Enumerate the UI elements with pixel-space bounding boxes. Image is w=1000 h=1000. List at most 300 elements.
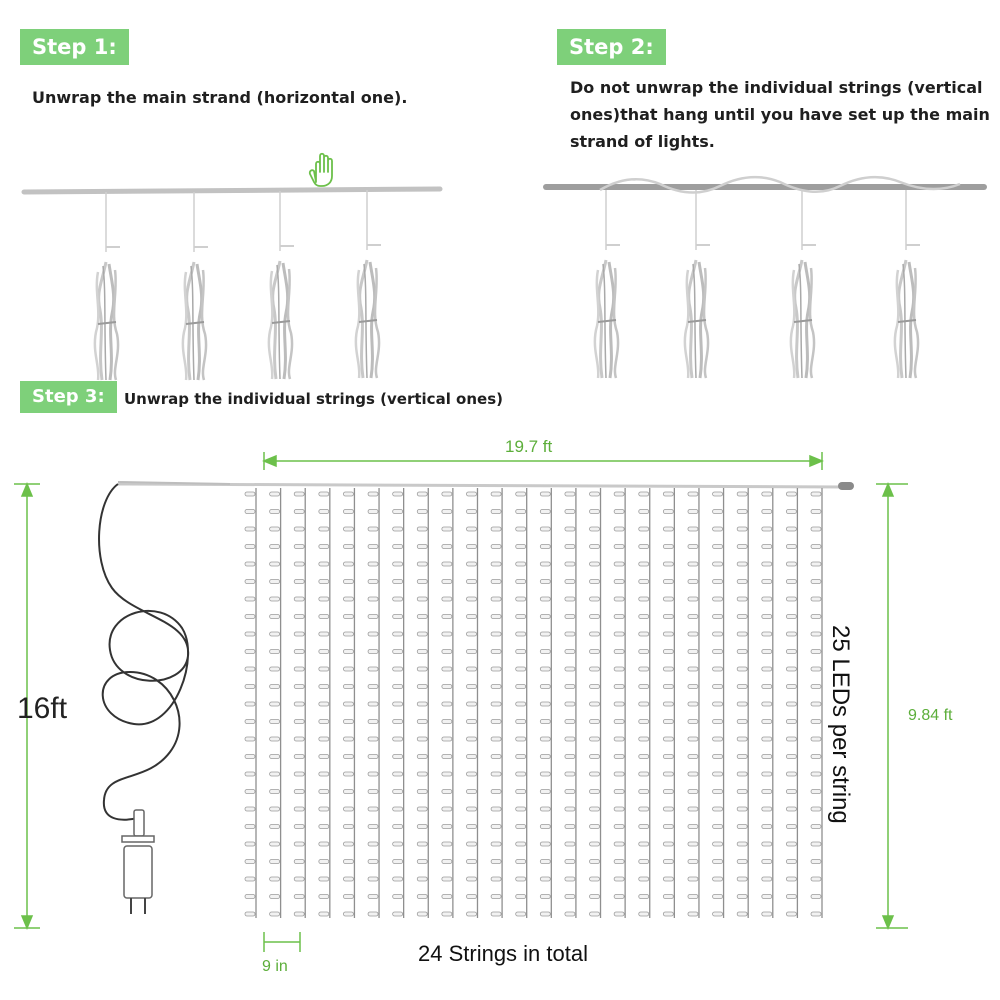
led-bulb [565,772,575,776]
led-bulb [614,755,624,759]
led-bulb [762,860,772,864]
led-bulb [417,580,427,584]
led-bulb [368,597,378,601]
led-bulb [762,685,772,689]
led-bulb [713,790,723,794]
led-string [393,488,404,918]
led-bulb [811,720,821,724]
led-bulb [762,702,772,706]
led-bulb [737,737,747,741]
led-bulb [516,632,526,636]
led-bulb [737,895,747,899]
led-bulb [294,667,304,671]
led-bulb [270,825,280,829]
curtain-height-arrow [876,484,908,928]
led-bulb [713,825,723,829]
step3-badge: Step 3: [20,381,117,413]
led-bulb [343,597,353,601]
led-bulb [614,597,624,601]
led-bulb [294,632,304,636]
led-bulb [491,860,501,864]
led-bulb [466,667,476,671]
led-bulb [516,807,526,811]
led-bulb [319,912,329,916]
led-bulb [811,632,821,636]
led-bulb [737,510,747,514]
led-bulb [614,510,624,514]
led-bulb [590,912,600,916]
led-bulb [245,667,255,671]
led-bulb [590,615,600,619]
led-bulb [393,615,403,619]
led-bulb [270,650,280,654]
led-bulb [786,580,796,584]
led-string [590,488,601,918]
led-bulb [737,720,747,724]
led-bulb [713,650,723,654]
led-bulb [565,667,575,671]
led-bulb [466,597,476,601]
step2-text-line: Do not unwrap the individual strings (vertical [570,78,983,97]
led-bulb [590,510,600,514]
led-bulb [737,685,747,689]
led-bulb [713,755,723,759]
led-bulb [417,615,427,619]
led-bulb [762,650,772,654]
led-bulb [614,685,624,689]
led-bulb [713,580,723,584]
led-bulb [565,580,575,584]
led-bulb [343,772,353,776]
led-bulb [442,615,452,619]
led-bulb [393,860,403,864]
led-bulb [442,772,452,776]
led-bulb [540,527,550,531]
led-bulb [663,720,673,724]
led-bulb [516,527,526,531]
led-bulb [688,650,698,654]
led-bulb [491,755,501,759]
led-bulb [663,510,673,514]
led-bulb [294,685,304,689]
led-bulb [663,562,673,566]
led-bulb [466,632,476,636]
led-bulb [540,790,550,794]
led-bulb [737,615,747,619]
led-bulb [442,895,452,899]
led-bulb [343,790,353,794]
led-bulb [663,790,673,794]
led-bulb [540,702,550,706]
led-bulb [786,720,796,724]
led-bulb [540,860,550,864]
led-bulb [442,912,452,916]
led-bulb [639,790,649,794]
led-bulb [762,720,772,724]
led-bulb [639,755,649,759]
spacing-dimension [264,932,300,952]
led-bulb [319,685,329,689]
led-bulb [319,842,329,846]
led-bulb [786,545,796,549]
led-bulb [393,702,403,706]
led-bulb [294,720,304,724]
end-cap [838,482,854,490]
led-bulb [713,685,723,689]
led-bulb [590,597,600,601]
led-bulb [516,562,526,566]
led-bulb [663,632,673,636]
led-bulb [417,860,427,864]
led-bulb [319,825,329,829]
led-bulb [393,895,403,899]
led-bulb [762,877,772,881]
led-bulb [639,527,649,531]
led-bulb [688,580,698,584]
led-bulb [319,755,329,759]
led-bulb [319,510,329,514]
led-bulb [294,510,304,514]
led-bulb [639,912,649,916]
led-bulb [516,667,526,671]
led-bulb [762,667,772,671]
led-bulb [737,650,747,654]
led-bulb [663,895,673,899]
led-bulb [319,545,329,549]
led-bulb [713,492,723,496]
led-bulb [663,737,673,741]
led-bulb [737,597,747,601]
led-bulb [491,720,501,724]
led-bulb [786,790,796,794]
led-bulb [319,737,329,741]
led-bulb [811,650,821,654]
led-bulb [516,825,526,829]
led-bulb [491,895,501,899]
led-bulb [294,842,304,846]
led-bulb [639,860,649,864]
led-bulb [639,807,649,811]
led-bulb [294,877,304,881]
led-bulb [245,807,255,811]
led-bulb [319,790,329,794]
led-bulb [688,825,698,829]
led-bulb [294,790,304,794]
led-bulb [343,650,353,654]
led-bulb [393,580,403,584]
led-bulb [811,492,821,496]
led-bulb [270,737,280,741]
led-bulb [343,632,353,636]
led-bulb [294,895,304,899]
led-bulb [466,895,476,899]
led-bulb [639,510,649,514]
led-string [811,488,822,918]
led-bulb [270,842,280,846]
led-bulb [614,772,624,776]
led-bulb [516,720,526,724]
led-bulb [442,685,452,689]
led-bulb [245,842,255,846]
led-bulb [762,632,772,636]
led-bulb [811,860,821,864]
led-bulb [417,737,427,741]
led-bulb [614,580,624,584]
led-bulb [811,580,821,584]
led-bulb [393,650,403,654]
led-bulb [614,842,624,846]
led-bulb [565,877,575,881]
led-bulb [393,632,403,636]
led-bulb [442,807,452,811]
led-bulb [614,545,624,549]
led-bulb [590,667,600,671]
led-bulb [442,755,452,759]
led-string [786,488,797,918]
led-bulb [811,510,821,514]
led-bulb [590,562,600,566]
led-bulb [393,545,403,549]
led-bulb [516,912,526,916]
led-bulb [737,580,747,584]
led-bulb [737,825,747,829]
led-bulb [442,720,452,724]
height-label: 9.84 ft [908,707,953,724]
led-bulb [713,860,723,864]
led-bulb [294,527,304,531]
led-bulb [442,790,452,794]
led-bulb [393,772,403,776]
led-bulb [393,807,403,811]
led-bulb [319,667,329,671]
led-bulb [688,492,698,496]
led-bulb [786,842,796,846]
led-bulb [393,877,403,881]
led-string [639,488,650,918]
led-bulb [762,755,772,759]
led-bulb [565,755,575,759]
led-bulb [565,790,575,794]
led-bulb [417,807,427,811]
led-bulb [393,737,403,741]
led-bulb [270,597,280,601]
led-bulb [540,877,550,881]
led-bulb [343,562,353,566]
led-bulb [270,720,280,724]
led-bulb [491,807,501,811]
led-string [270,488,281,918]
total-strings-label: 24 Strings in total [418,941,588,966]
led-bulb [245,632,255,636]
led-bulb [417,685,427,689]
led-bulb [516,685,526,689]
led-bulb [688,597,698,601]
led-string [565,488,576,918]
led-bulb [417,790,427,794]
led-bulb [663,615,673,619]
led-bulb [639,632,649,636]
led-bulb [737,842,747,846]
led-bulb [491,667,501,671]
led-bulb [614,562,624,566]
led-bulb [713,632,723,636]
led-bulb [540,650,550,654]
plug-adapter-icon [122,810,154,914]
led-bulb [713,842,723,846]
led-bulb [343,510,353,514]
led-bulb [245,615,255,619]
led-bulb [565,492,575,496]
led-bulb [565,737,575,741]
led-string [663,488,674,918]
led-bulb [343,702,353,706]
led-bulb [319,580,329,584]
led-string [713,488,724,918]
led-bulb [786,650,796,654]
led-bulb [393,755,403,759]
step2-text-line: strand of lights. [570,132,715,151]
led-bulb [688,615,698,619]
led-bulb [343,755,353,759]
led-bulb [786,510,796,514]
led-bulb [442,562,452,566]
led-bulb [688,632,698,636]
led-bulb [343,685,353,689]
led-bulb [540,580,550,584]
led-bulb [319,895,329,899]
led-bulb [343,545,353,549]
led-bulb [614,527,624,531]
led-bulb [565,702,575,706]
led-bulb [368,912,378,916]
led-bulb [590,545,600,549]
led-bulb [368,772,378,776]
led-bulb [319,720,329,724]
led-bulb [516,650,526,654]
step2-badge: Step 2: [557,29,666,65]
led-bulb [294,912,304,916]
led-bulb [270,755,280,759]
led-bulb [343,842,353,846]
led-bulb [343,492,353,496]
led-bulb [270,790,280,794]
led-bulb [442,545,452,549]
led-bulb [294,545,304,549]
led-bulb [343,720,353,724]
led-bulb [688,702,698,706]
led-bulb [811,912,821,916]
led-bulb [393,825,403,829]
led-bulb [417,755,427,759]
led-bulb [417,650,427,654]
led-bulb [368,842,378,846]
led-bulb [811,807,821,811]
led-bulb [639,580,649,584]
led-string [294,488,305,918]
led-bulb [368,702,378,706]
led-bulb [516,580,526,584]
led-bulb [614,737,624,741]
led-bulb [639,545,649,549]
led-bulb [713,772,723,776]
led-bulb [811,667,821,671]
led-string [614,488,625,918]
led-bulb [343,667,353,671]
led-bulb [663,842,673,846]
led-bulb [417,667,427,671]
led-bulb [590,737,600,741]
led-bulb [786,912,796,916]
led-bulb [663,580,673,584]
led-bulb [737,527,747,531]
led-string [516,488,527,918]
led-bulb [590,685,600,689]
step1-main-strand [24,189,440,192]
led-bulb [417,842,427,846]
led-bulb [614,615,624,619]
led-bulb [491,737,501,741]
led-bulb [565,860,575,864]
led-bulb [245,720,255,724]
led-bulb [811,877,821,881]
led-bulb [786,807,796,811]
led-bulb [368,895,378,899]
led-bulb [663,685,673,689]
led-bulb [786,737,796,741]
led-bulb [294,807,304,811]
led-bulb [811,895,821,899]
led-bulb [762,842,772,846]
led-bulb [270,667,280,671]
led-bulb [737,545,747,549]
led-bulb [786,702,796,706]
led-bulb [417,877,427,881]
led-bulb [762,597,772,601]
led-bulb [688,562,698,566]
led-bulb [466,615,476,619]
led-bulb [811,527,821,531]
led-bulb [639,877,649,881]
led-bulb [540,562,550,566]
led-bulb [466,580,476,584]
led-bulb [762,807,772,811]
led-bulb [713,737,723,741]
led-bulb [442,492,452,496]
led-bulb [417,720,427,724]
led-bulb [663,597,673,601]
led-bulb [245,492,255,496]
led-bulb [786,860,796,864]
led-bulb [319,877,329,881]
led-bulb [343,527,353,531]
led-bulb [786,685,796,689]
led-bulb [540,667,550,671]
led-bulb [343,580,353,584]
led-bulb [639,615,649,619]
led-bulb [270,562,280,566]
led-bulb [565,615,575,619]
led-bulb [762,527,772,531]
led-bulb [688,737,698,741]
led-bulb [466,877,476,881]
led-bulb [590,720,600,724]
led-bulb [688,790,698,794]
led-bulb [393,562,403,566]
led-bulb [466,842,476,846]
led-string [540,488,551,918]
led-bulb [786,877,796,881]
led-bulb [540,545,550,549]
